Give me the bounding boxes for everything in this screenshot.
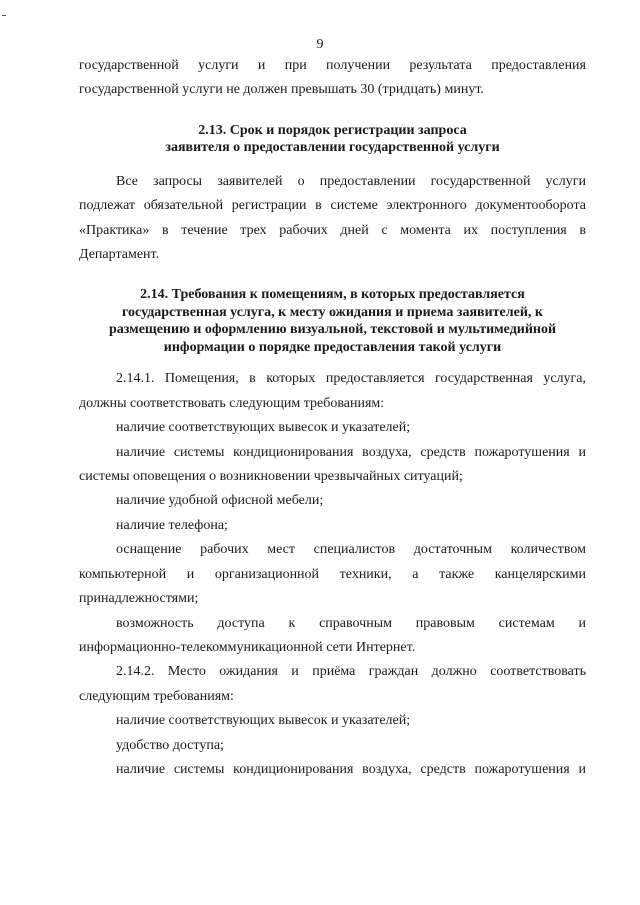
- list-item-convenience: удобство доступа;: [116, 737, 224, 753]
- p-2-14-2-line-1: 2.14.2. Место ожидания и приёма граждан должно соответствовать: [116, 664, 586, 680]
- p-2-14-1-line-1: 2.14.1. Помещения, в которых предоставляется государственная услуга,: [116, 371, 586, 387]
- p-2-14-1-line-2: должны соответствовать следующим требованиям:: [79, 395, 385, 411]
- heading-2-14-line-3: размещению и оформлению визуальной, текстовой и мультимедийной: [108, 322, 557, 338]
- scan-artifact: [2, 15, 6, 16]
- list-item-access-line-2: информационно-телекоммуникационной сети Интернет.: [79, 639, 416, 655]
- p-2-14-2-line-2: следующим требованиям:: [79, 688, 234, 704]
- p-2-13-line-2: подлежат обязательной регистрации в системе электронного документооборота: [79, 198, 586, 214]
- list-item-furniture: наличие удобной офисной мебели;: [116, 493, 324, 509]
- section-heading-2-13: [79, 122, 586, 157]
- list-item-air-2-line-1: наличие системы кондиционирования воздуха, средств пожаротушения и: [116, 761, 586, 777]
- p-2-13-line-4: Департамент.: [79, 247, 160, 263]
- intro-line-1: государственной услуги и при получении результата предоставления: [79, 58, 586, 73]
- heading-2-13-line-1: 2.13. Срок и порядок регистрации запроса: [198, 122, 467, 138]
- p-2-13-line-1: Все запросы заявителей о предоставлении государственной услуги: [116, 173, 586, 189]
- list-item-equipment-line-1: оснащение рабочих мест специалистов достаточным количеством: [116, 542, 586, 558]
- list-item-access-line-1: возможность доступа к справочным правовым системам и: [116, 615, 586, 631]
- heading-2-13-line-2: заявителя о предоставлении государственной услуги: [165, 140, 500, 156]
- p-2-13-line-3: «Практика» в течение трех рабочих дней с момента их поступления в: [79, 222, 586, 238]
- heading-2-14-line-1: 2.14. Требования к помещениям, в которых предоставляется: [140, 287, 525, 303]
- list-item-phone: наличие телефона;: [116, 517, 228, 533]
- section-heading-2-14: [79, 286, 586, 356]
- document-body: [79, 54, 586, 782]
- page-number: 9: [316, 37, 324, 52]
- list-item-signs: наличие соответствующих вывесок и указателей;: [116, 420, 411, 436]
- list-item-signs-2: наличие соответствующих вывесок и указателей;: [116, 713, 411, 729]
- heading-2-14-line-2: государственная услуга, к месту ожидания и приема заявителей, к: [122, 304, 543, 320]
- intro-line-2: государственной услуги не должен превышать 30 (тридцать) минут.: [79, 82, 484, 98]
- list-item-air-line-2: системы оповещения о возникновении чрезвычайных ситуаций;: [79, 469, 463, 485]
- heading-2-14-line-4: информации о порядке предоставления такой услуги: [163, 339, 502, 355]
- list-item-equipment-line-2: компьютерной и организационной техники, а также канцелярскими: [79, 566, 586, 582]
- list-item-equipment-line-3: принадлежностями;: [79, 591, 199, 607]
- list-item-air-line-1: наличие системы кондиционирования воздуха, средств пожаротушения и: [116, 444, 586, 460]
